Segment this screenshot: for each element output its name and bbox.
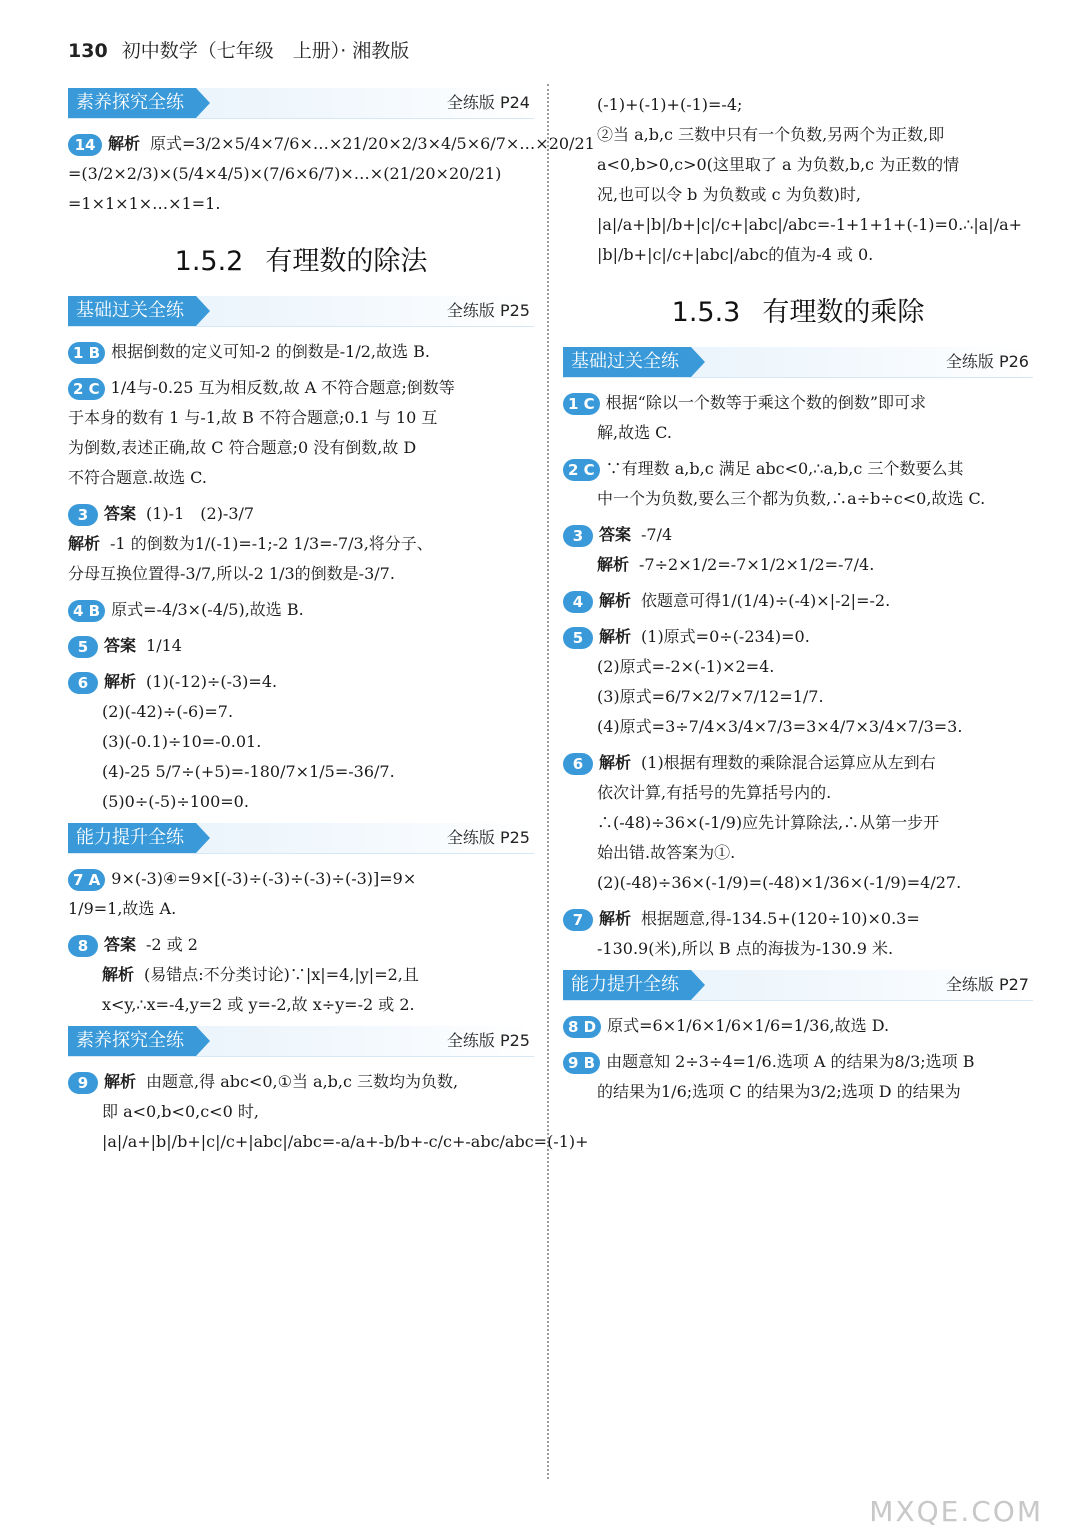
label: 解析 xyxy=(108,134,141,153)
answer-item xyxy=(68,864,534,924)
page-header xyxy=(68,36,409,63)
text: 根据“除以一个数等于乘这个数的倒数”即可求 xyxy=(605,393,927,412)
band-ref: 全练版 P25 xyxy=(446,301,530,320)
text: |a|/a+|b|/b+|c|/c+|abc|/abc=-1+1+1+(-1)=0.∴|a|/a+ xyxy=(597,215,1023,234)
question-number: 7 A xyxy=(68,869,105,891)
text: 为倒数,表述正确,故 C 符合题意;0 没有倒数,故 D xyxy=(68,438,417,457)
question-number: 1 B xyxy=(68,342,105,364)
text: 分母互换位置得-3/7,所以-2 1/3的倒数是-3/7. xyxy=(68,564,395,583)
question-number: 2 C xyxy=(563,459,600,481)
section-title xyxy=(68,239,534,278)
section-band xyxy=(563,970,1033,1001)
question-number: 3 xyxy=(68,504,98,526)
text: 1/4与-0.25 互为相反数,故 A 不符合题意;倒数等 xyxy=(110,378,455,397)
answer-item xyxy=(68,1067,589,1157)
text: a<0,b>0,c>0(这里取了 a 为负数,b,c 为正数的情 xyxy=(597,155,960,174)
text: x<y,∴x=-4,y=2 或 y=-2,故 x÷y=-2 或 2. xyxy=(102,995,415,1014)
text: ②当 a,b,c 三数中只有一个负数,另两个为正数,即 xyxy=(597,125,945,144)
text: (4)-25 5/7÷(+5)=-180/7×1/5=-36/7. xyxy=(102,762,395,781)
section-band xyxy=(68,296,534,327)
text: ∴(-48)÷36×(-1/9)应先计算除法,∴从第一步开 xyxy=(597,813,940,832)
section-name: 有理数的除法 xyxy=(265,246,428,277)
band-ref: 全练版 P25 xyxy=(446,828,530,847)
band-tag: 素养探究全练 xyxy=(68,88,196,118)
answer-item xyxy=(68,129,595,219)
band-tag: 能力提升全练 xyxy=(563,970,691,1000)
question-number: 5 xyxy=(563,627,593,649)
label: 解析 xyxy=(102,965,135,984)
question-number: 4 xyxy=(563,591,593,613)
text: 况,也可以令 b 为负数或 c 为负数)时, xyxy=(597,185,861,204)
book-title: 初中数学（七年级 上册）· 湘教版 xyxy=(121,40,410,62)
text: (1)(-12)÷(-3)=4. xyxy=(146,672,278,691)
text: (2)(-42)÷(-6)=7. xyxy=(102,702,234,721)
text: 于本身的数有 1 与-1,故 B 不符合题意;0.1 与 10 互 xyxy=(68,408,438,427)
label: 解析 xyxy=(599,753,632,772)
answer-item xyxy=(563,748,1033,898)
text: 根据倒数的定义可知-2 的倒数是-1/2,故选 B. xyxy=(111,342,430,361)
text: 根据题意,得-134.5+(120÷10)×0.3= xyxy=(641,909,920,928)
question-number: 6 xyxy=(563,753,593,775)
text: -130.9(米),所以 B 点的海拔为-130.9 米. xyxy=(597,939,894,958)
band-ref: 全练版 P24 xyxy=(446,93,530,112)
label: 解析 xyxy=(104,672,137,691)
label: 答案 xyxy=(104,636,137,655)
answer-item xyxy=(563,904,1033,964)
answer-item xyxy=(68,373,534,493)
text: -7/4 xyxy=(641,525,673,544)
label: 解析 xyxy=(104,1072,137,1091)
section-title xyxy=(563,290,1033,329)
answer-item xyxy=(563,520,1033,580)
answer-item xyxy=(563,454,1033,514)
band-ref: 全练版 P26 xyxy=(945,352,1029,371)
answer-item xyxy=(68,499,534,589)
section-band xyxy=(68,88,534,119)
label: 答案 xyxy=(104,935,137,954)
text: 由题意知 2÷3÷4=1/6.选项 A 的结果为8/3;选项 B xyxy=(606,1052,975,1071)
label: 解析 xyxy=(599,627,632,646)
answer-item xyxy=(563,1011,1033,1041)
question-number: 8 D xyxy=(563,1016,601,1038)
text: (易错点:不分类讨论)∵|x|=4,|y|=2,且 xyxy=(144,965,419,984)
band-tag: 素养探究全练 xyxy=(68,1026,196,1056)
question-number: 14 xyxy=(68,134,102,156)
section-band xyxy=(68,1026,534,1057)
question-number: 8 xyxy=(68,935,98,957)
answer-item xyxy=(563,90,1033,270)
text: 解,故选 C. xyxy=(597,423,672,442)
text: -7÷2×1/2=-7×1/2×1/2=-7/4. xyxy=(639,555,875,574)
text: 不符合题意.故选 C. xyxy=(68,468,207,487)
text: (4)原式=3÷7/4×3/4×7/3=3×4/7×3/4×7/3=3. xyxy=(597,717,963,736)
text: 原式=-4/3×(-4/5),故选 B. xyxy=(111,600,304,619)
answer-item xyxy=(68,631,534,661)
text: 的结果为1/6;选项 C 的结果为3/2;选项 D 的结果为 xyxy=(597,1082,961,1101)
answer-item xyxy=(68,930,534,1020)
section-band xyxy=(68,823,534,854)
band-tag: 能力提升全练 xyxy=(68,823,196,853)
text: 1/9=1,故选 A. xyxy=(68,899,177,918)
band-tag: 基础过关全练 xyxy=(68,296,196,326)
question-number: 3 xyxy=(563,525,593,547)
text: (1)-1 (2)-3/7 xyxy=(146,504,255,523)
text: 中一个为负数,要么三个都为负数,∴a÷b÷c<0,故选 C. xyxy=(597,489,986,508)
text: 始出错.故答案为①. xyxy=(597,843,736,862)
text: (2)原式=-2×(-1)×2=4. xyxy=(597,657,775,676)
question-number: 9 B xyxy=(563,1052,600,1074)
text: (1)原式=0÷(-234)=0. xyxy=(641,627,810,646)
text: (5)0÷(-5)÷100=0. xyxy=(102,792,249,811)
text: -2 或 2 xyxy=(146,935,198,954)
answer-item xyxy=(563,1047,1033,1107)
text: (3)原式=6/7×2/7×7/12=1/7. xyxy=(597,687,824,706)
column-divider xyxy=(547,84,549,1479)
section-name: 有理数的乘除 xyxy=(762,297,925,328)
band-ref: 全练版 P27 xyxy=(945,975,1029,994)
text: 1/14 xyxy=(146,636,182,655)
text: (1)根据有理数的乘除混合运算应从左到右 xyxy=(641,753,936,772)
text: =(3/2×2/3)×(5/4×4/5)×(7/6×6/7)×…×(21/20×20/21) xyxy=(68,164,502,183)
text: 即 a<0,b<0,c<0 时, xyxy=(102,1102,259,1121)
text: 依次计算,有括号的先算括号内的. xyxy=(597,783,832,802)
text: 依题意可得1/(1/4)÷(-4)×|-2|=-2. xyxy=(641,591,891,610)
label: 解析 xyxy=(599,909,632,928)
question-number: 6 xyxy=(68,672,98,694)
text: (3)(-0.1)÷10=-0.01. xyxy=(102,732,262,751)
text: -1 的倒数为1/(-1)=-1;-2 1/3=-7/3,将分子、 xyxy=(110,534,433,553)
text: ∵有理数 a,b,c 满足 abc<0,∴a,b,c 三个数要么其 xyxy=(605,459,964,478)
text: =1×1×1×…×1=1. xyxy=(68,194,221,213)
question-number: 5 xyxy=(68,636,98,658)
band-ref: 全练版 P25 xyxy=(446,1031,530,1050)
watermark: MXQE.COM xyxy=(869,1495,1043,1528)
answer-item xyxy=(68,667,534,817)
label: 答案 xyxy=(104,504,137,523)
text: (2)(-48)÷36×(-1/9)=(-48)×1/36×(-1/9)=4/27. xyxy=(597,873,962,892)
section-number: 1.5.2 xyxy=(174,246,244,277)
question-number: 7 xyxy=(563,909,593,931)
text: 9×(-3)④=9×[(-3)÷(-3)÷(-3)÷(-3)]=9× xyxy=(111,869,417,888)
text: 由题意,得 abc<0,①当 a,b,c 三数均为负数, xyxy=(146,1072,459,1091)
text: 原式=3/2×5/4×7/6×…×21/20×2/3×4/5×6/7×…×20/21 xyxy=(150,134,595,153)
question-number: 1 C xyxy=(563,393,600,415)
question-number: 2 C xyxy=(68,378,105,400)
question-number: 4 B xyxy=(68,600,105,622)
section-number: 1.5.3 xyxy=(671,297,741,328)
answer-item xyxy=(563,622,1033,742)
right-column xyxy=(563,84,1033,1113)
label: 解析 xyxy=(68,534,101,553)
text: 原式=6×1/6×1/6×1/6=1/36,故选 D. xyxy=(607,1016,890,1035)
section-band xyxy=(563,347,1033,378)
answer-item xyxy=(563,586,1033,616)
answer-item xyxy=(68,337,534,367)
page-number: 130 xyxy=(68,40,108,62)
answer-item xyxy=(68,595,534,625)
text: |b|/b+|c|/c+|abc|/abc的值为-4 或 0. xyxy=(597,245,874,264)
label: 解析 xyxy=(597,555,630,574)
label: 解析 xyxy=(599,591,632,610)
question-number: 9 xyxy=(68,1072,98,1094)
answer-item xyxy=(563,388,1033,448)
label: 答案 xyxy=(599,525,632,544)
text: (-1)+(-1)+(-1)=-4; xyxy=(597,95,743,114)
band-tag: 基础过关全练 xyxy=(563,347,691,377)
text: |a|/a+|b|/b+|c|/c+|abc|/abc=-a/a+-b/b+-c/c+-abc/abc=(-1)+ xyxy=(102,1132,589,1151)
